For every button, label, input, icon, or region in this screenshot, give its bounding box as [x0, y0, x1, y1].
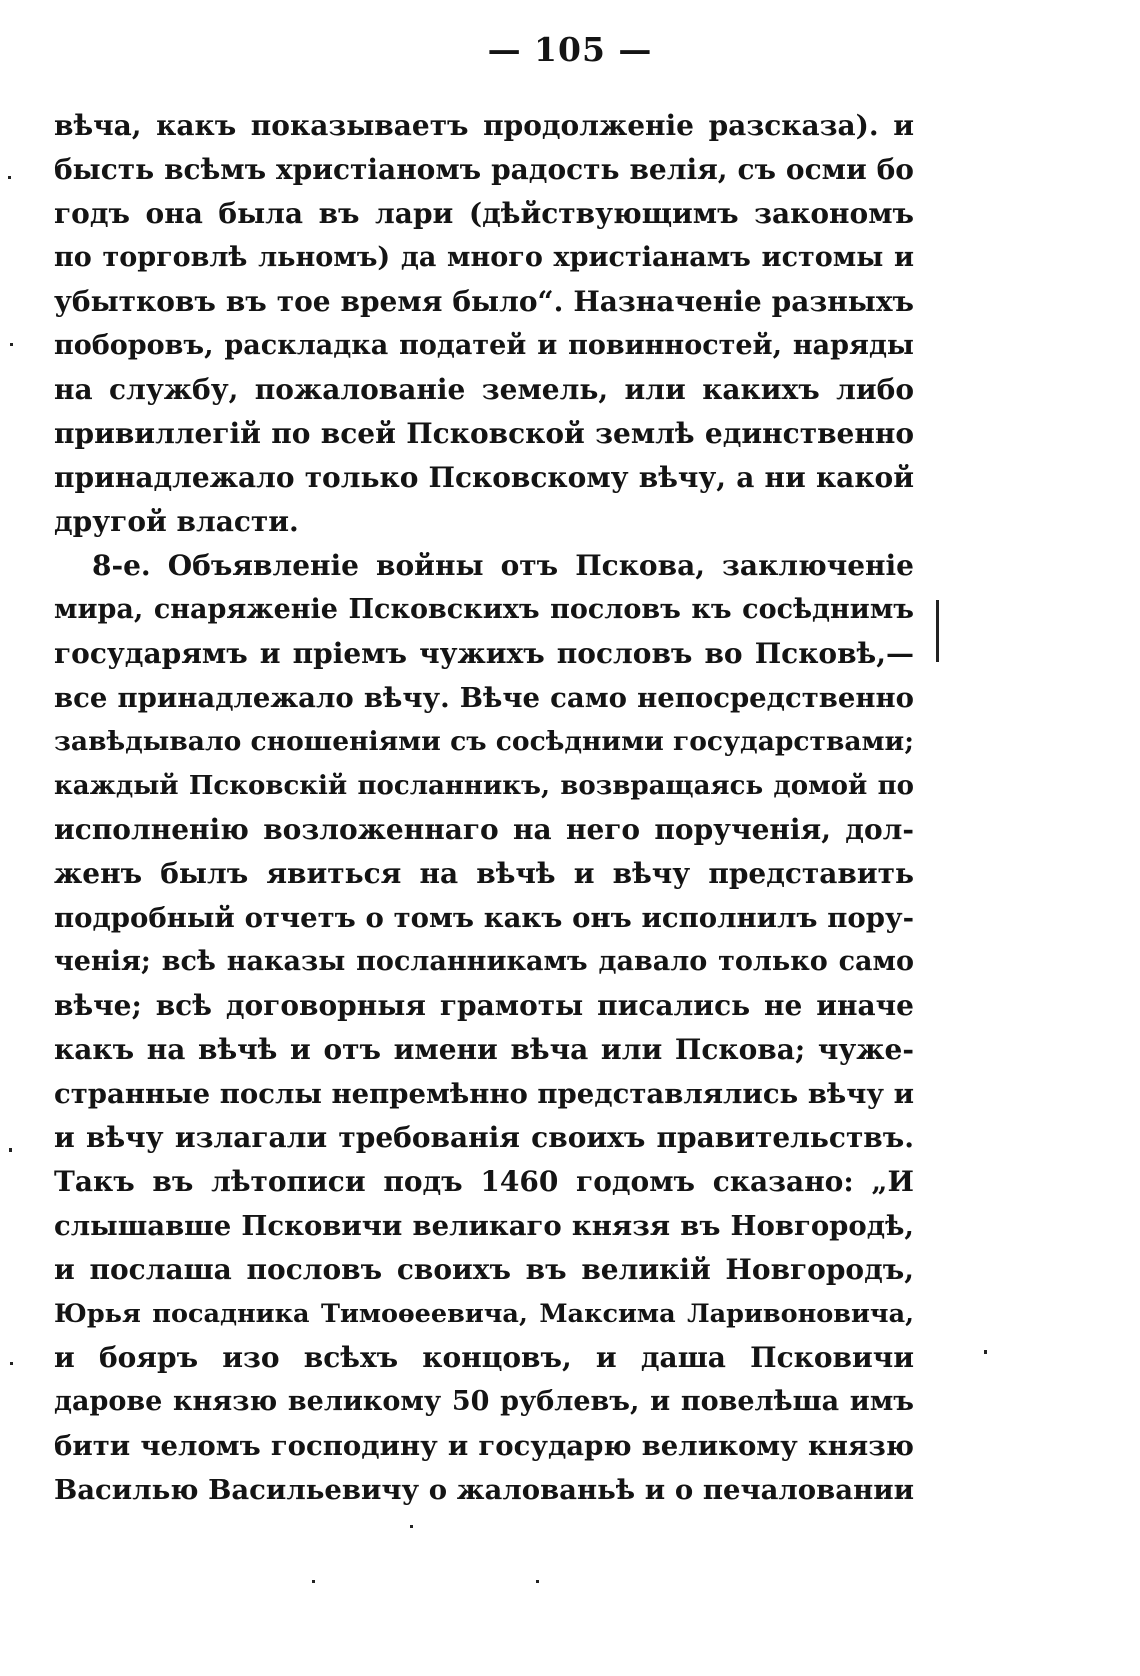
- scan-speck: [9, 1148, 12, 1152]
- text-line: и послаша пословъ своихъ въ великій Новгородъ,: [54, 1253, 914, 1286]
- text-line: другой власти.: [54, 505, 299, 538]
- paragraph-2: [54, 544, 914, 1512]
- text-line: каждый Псковскій посланникъ, возвращаясь домой по: [54, 771, 914, 801]
- text-line: 8-е. Объявленіе войны отъ Пскова, заключеніе: [92, 549, 914, 582]
- scan-speck: [984, 1350, 987, 1354]
- text-line: исполненію возложеннаго на него порученія, дол-: [54, 813, 914, 846]
- text-line: по торговлѣ льномъ) да много христіанамъ истомы и: [54, 242, 914, 273]
- text-line: какъ на вѣчѣ и отъ имени вѣча или Пскова; чуже-: [54, 1033, 914, 1066]
- text-line: мира, снаряженіе Псковскихъ пословъ къ сосѣднимъ: [54, 594, 914, 625]
- text-line: привиллегій по всей Псковской землѣ единственно: [54, 417, 914, 450]
- text-line: Такъ въ лѣтописи подъ 1460 годомъ сказано: „И: [54, 1165, 914, 1198]
- text-line: слышавше Псковичи великаго князя въ Новгородѣ,: [54, 1210, 914, 1242]
- text-line: на службу, пожалованіе земель, или какихъ либо: [54, 373, 914, 406]
- text-line: годъ она была въ лари (дѣйствующимъ закономъ: [54, 197, 914, 230]
- text-line: поборовъ, раскладка податей и повинностей, наряды: [54, 330, 914, 361]
- margin-mark: [936, 600, 939, 662]
- scan-speck: [10, 343, 13, 346]
- body-text: [54, 104, 914, 1512]
- text-line: вѣча, какъ показываетъ продолженіе разсказа). и: [54, 109, 914, 142]
- text-line: и вѣчу излагали требованія своихъ правительствъ.: [54, 1121, 914, 1154]
- scan-speck: [10, 1362, 13, 1365]
- scan-speck: [8, 176, 11, 179]
- text-line: все принадлежало вѣчу. Вѣче само непосредственно: [54, 682, 914, 714]
- text-line: государямъ и пріемъ чужихъ пословъ во Псковѣ,—: [54, 637, 914, 670]
- scan-speck: [536, 1580, 539, 1583]
- scan-speck: [410, 1525, 413, 1528]
- text-line: бысть всѣмъ христіаномъ радость велія, съ осми бо: [54, 153, 914, 186]
- paragraph-1: [54, 104, 914, 544]
- text-line: ченія; всѣ наказы посланникамъ давало только само: [54, 946, 914, 977]
- text-line: подробный отчетъ о томъ какъ онъ исполнилъ пору-: [54, 902, 914, 934]
- text-line: убытковъ въ тое время было“. Назначеніе разныхъ: [54, 285, 914, 318]
- text-line: дарове князю великому 50 рублевъ, и повелѣша имъ: [54, 1386, 914, 1417]
- scan-speck: [312, 1580, 315, 1583]
- text-line: принадлежало только Псковскому вѣчу, а ни какой: [54, 461, 914, 494]
- text-line: завѣдывало сношеніями съ сосѣдними государствами;: [54, 726, 914, 757]
- text-line: и бояръ изо всѣхъ концовъ, и даша Псковичи: [54, 1341, 914, 1374]
- page-number: — 105 —: [487, 30, 653, 69]
- text-line: бити челомъ господину и государю великому князю: [54, 1430, 914, 1462]
- text-line: странные послы непремѣнно представлялись вѣчу и: [54, 1078, 914, 1110]
- text-line: Юрья посадника Тимоѳеевича, Максима Ларивоновича,: [54, 1299, 914, 1329]
- text-line: вѣче; всѣ договорныя грамоты писались не иначе: [54, 989, 914, 1022]
- text-line: Василью Васильевичу о жалованьѣ и о печаловании: [54, 1474, 914, 1506]
- text-line: женъ былъ явиться на вѣчѣ и вѣчу представить: [54, 857, 914, 890]
